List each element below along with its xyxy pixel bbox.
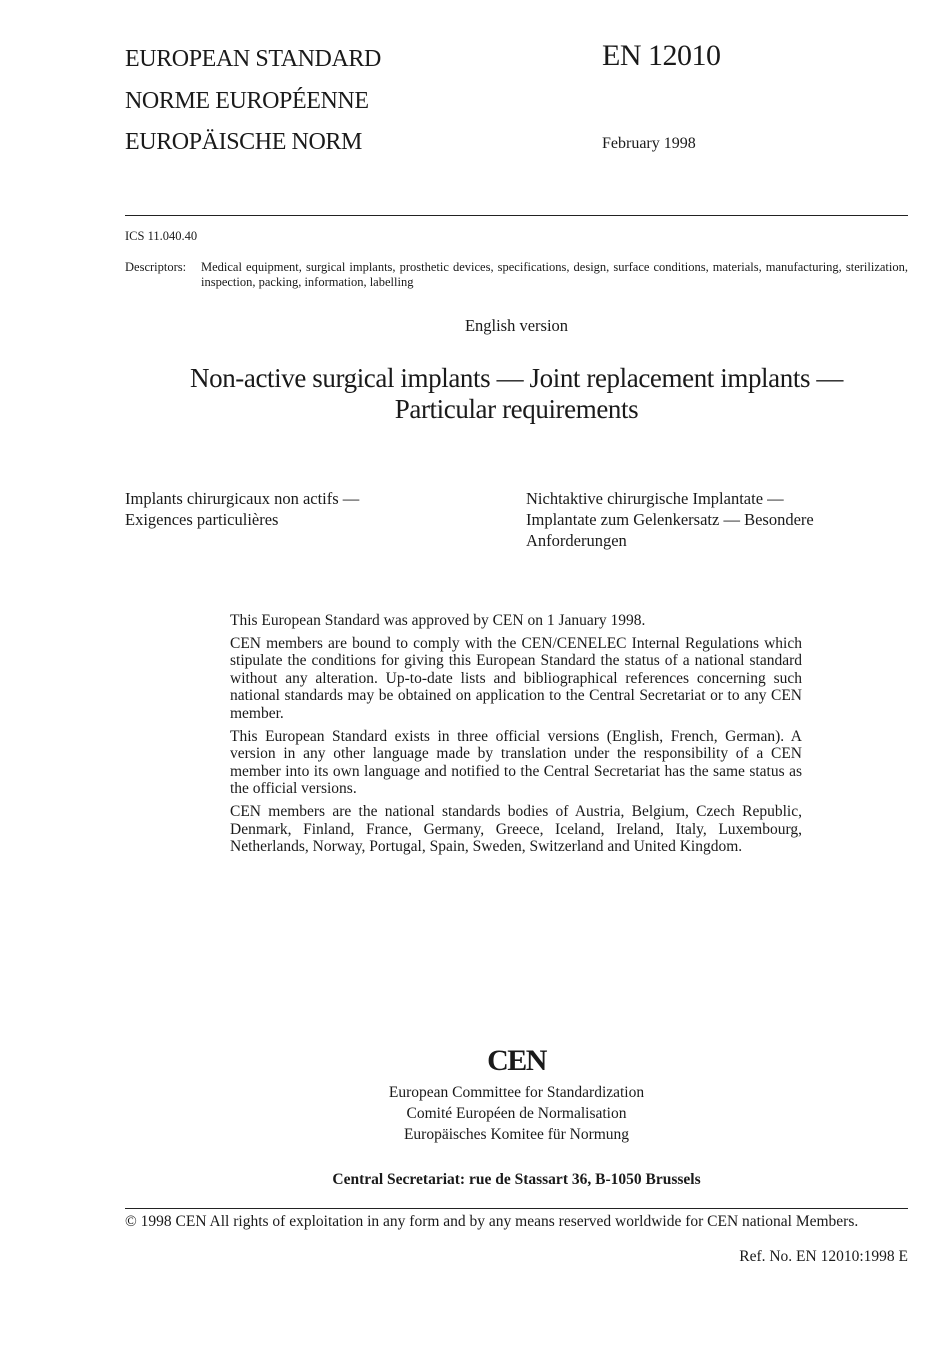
title-line-2: Particular requirements (394, 394, 639, 424)
org-name-german: Europäisches Komitee für Normung (403, 1125, 630, 1143)
standard-name-french: NORME EUROPÉENNE (125, 88, 369, 114)
members-paragraph: CEN members are the national standards bodies of Austria, Belgium, Czech Republic, Denmark, Finland, France, Germany, Greece, Iceland, Ireland, Italy, Luxembourg, Netherlands, Norway, Portugal, Spain, Sweden, Switzerland and United Kingdom. (230, 802, 802, 856)
german-title-line: Anforderungen (526, 531, 627, 550)
org-name-english: European Committee for Standardization (388, 1084, 645, 1101)
publication-date: February 1998 (602, 135, 696, 152)
descriptors-value: Medical equipment, surgical implants, prosthetic devices, specifications, design, surface conditions, materials, manufacturing, sterilization, inspection, packing, information, labelling (201, 260, 908, 289)
reference-number: Ref. No. EN 12010:1998 E (739, 1248, 908, 1265)
approval-paragraph: This European Standard was approved by CEN on 1 January 1998. (230, 612, 646, 629)
german-title-line: Implantate zum Gelenkersatz — Besondere (526, 510, 814, 529)
header-divider (125, 215, 908, 216)
cen-organization (125, 1083, 908, 1145)
french-title (125, 488, 505, 530)
document-title (100, 363, 933, 425)
footer-divider (125, 1208, 908, 1209)
standard-name-german: EUROPÄISCHE NORM (125, 129, 362, 155)
standard-name-english: EUROPEAN STANDARD (125, 46, 381, 72)
compliance-paragraph: CEN members are bound to comply with the CEN/CENELEC Internal Regulations which stipulate the conditions for giving this European Standard the status of a national standard without any alteration. Up-to-date lists and bibliographical references concerning such national standards may be obtained on application to the Central Secretariat or to any CEN member. (230, 634, 802, 722)
descriptors (125, 260, 908, 290)
central-secretariat: Central Secretariat: rue de Stassart 36, B-1050 Brussels (332, 1171, 701, 1188)
french-title-line: Exigences particulières (125, 510, 279, 529)
title-line-1: Non-active surgical implants — Joint replacement implants — (190, 363, 843, 393)
descriptors-label: Descriptors: (125, 260, 187, 274)
ics-code: ICS 11.040.40 (125, 229, 198, 243)
standard-number: EN 12010 (602, 39, 721, 72)
org-name-french: Comité Européen de Normalisation (406, 1104, 627, 1122)
german-title-line: Nichtaktive chirurgische Implantate — (526, 489, 784, 508)
language-version: English version (464, 316, 569, 335)
approval-notes (230, 612, 802, 861)
versions-paragraph: This European Standard exists in three official versions (English, French, German). A version in any other language made by translation under the responsibility of a CEN member into its own language and notified to the Central Secretariat has the same status as the official versions. (230, 727, 802, 798)
french-title-line: Implants chirurgicaux non actifs — (125, 489, 360, 508)
german-title (526, 488, 908, 551)
cen-logo: CEN (487, 1044, 546, 1077)
copyright-notice: © 1998 CEN All rights of exploitation in any form and by any means reserved worldwide for CEN national Members. (125, 1213, 859, 1230)
